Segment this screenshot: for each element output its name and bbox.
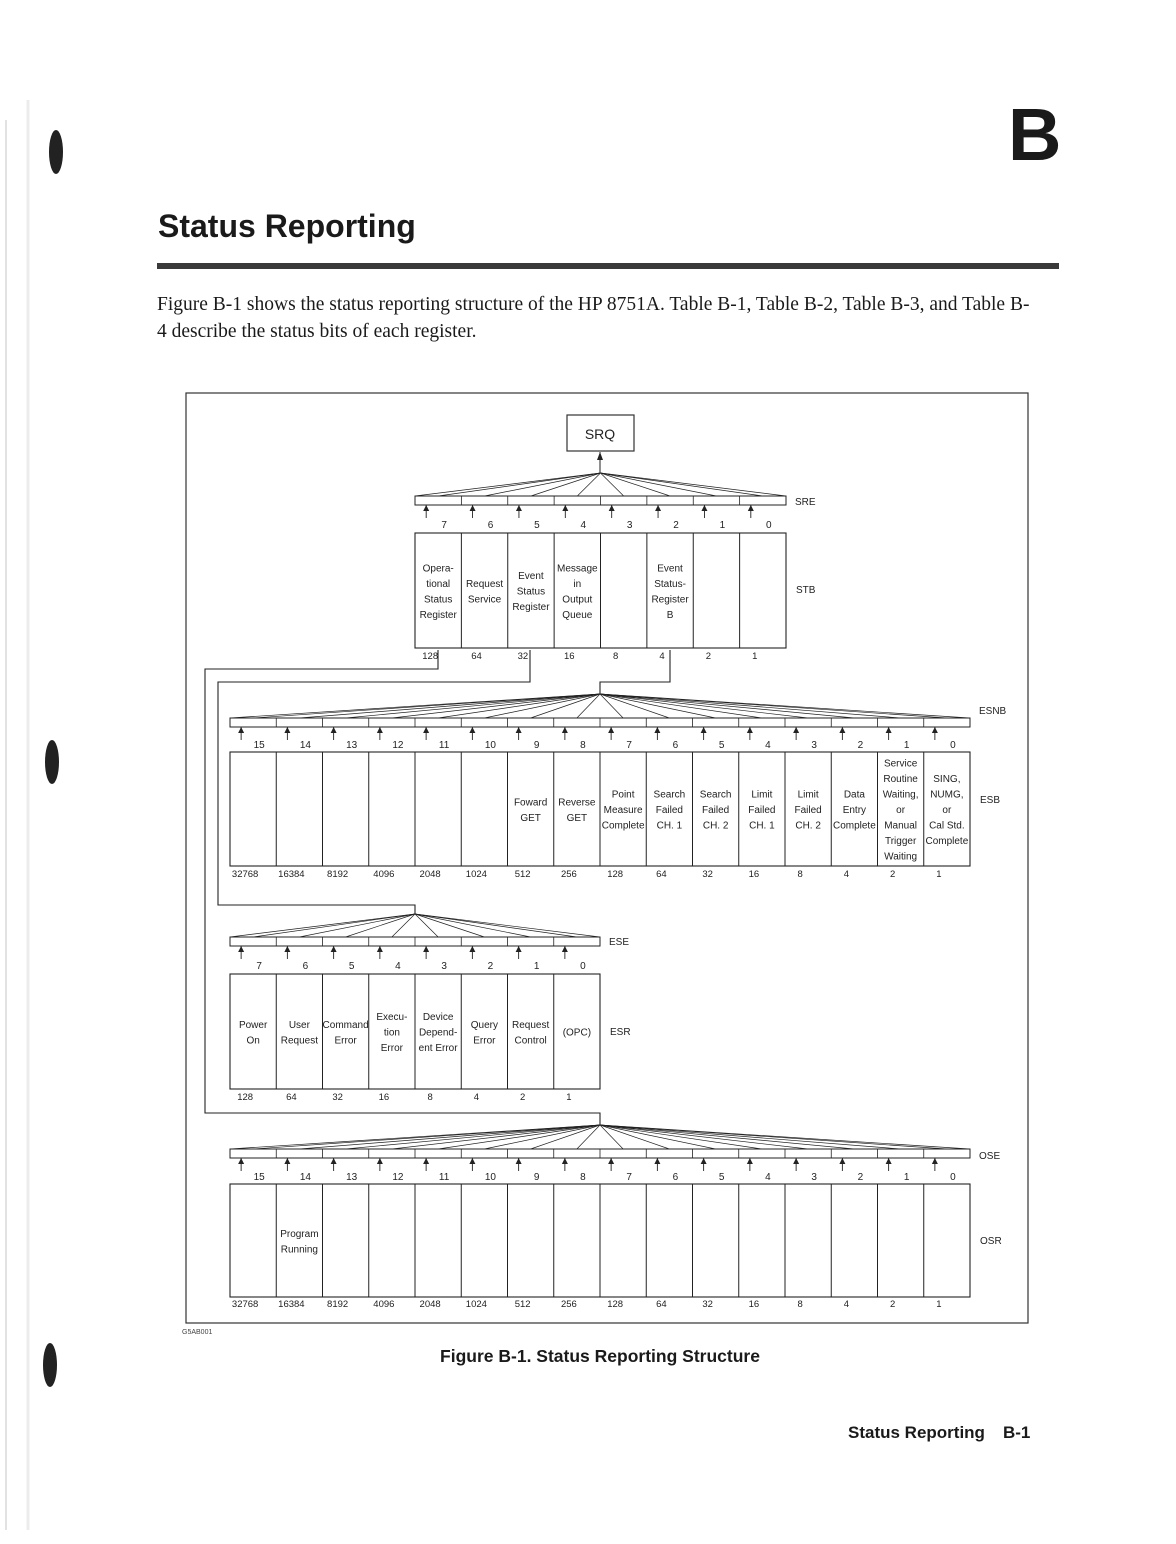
esr-fan-line	[415, 914, 438, 937]
stb-bit-number: 3	[626, 520, 633, 531]
osr-bit-number: 0	[950, 1172, 956, 1183]
stb-bit-weight: 32	[517, 651, 529, 662]
esb-arrow-head	[839, 727, 845, 733]
esb-arrow-head	[423, 727, 429, 733]
esb-cell-text: Waiting,	[882, 789, 919, 801]
esb-arrow-head	[886, 727, 892, 733]
stb-enable-label: SRE	[795, 497, 816, 508]
osr-fan-line	[577, 1125, 600, 1149]
stb-bit-number: 6	[487, 520, 494, 531]
esr-bit-weight: 64	[286, 1092, 297, 1103]
esb-register-name: ESB	[980, 795, 1001, 806]
esr-cell-text: ent Error	[418, 1043, 458, 1054]
esb-cell-text: Measure	[603, 805, 643, 816]
esb-fan-line	[600, 694, 901, 718]
esr-bit-weight: 32	[332, 1092, 343, 1103]
osr-bit-number: 9	[533, 1172, 540, 1183]
esr-fan-edge	[415, 914, 600, 937]
esb-cell-text: Cal Std.	[929, 820, 965, 832]
esb-fan-line	[577, 694, 600, 718]
esb-cell-text: Failed	[794, 805, 822, 816]
esb-cell-text: Failed	[702, 805, 730, 816]
stb-fan-edge	[415, 473, 601, 496]
esb-cell-text: GET	[520, 812, 541, 824]
esr-cell-text: Power	[238, 1019, 268, 1031]
esb-cell-text: Point	[611, 789, 635, 801]
status-reporting-figure	[180, 390, 1030, 1340]
esb-bit-weight: 4096	[373, 869, 395, 880]
osr-fan-line	[600, 1125, 762, 1149]
osr-bit-weight: 32	[702, 1299, 713, 1310]
osr-arrow-head	[423, 1158, 429, 1164]
osr-bit-number: 11	[438, 1172, 450, 1183]
osr-bit-weight: 128	[607, 1299, 624, 1310]
esr-bit-number: 3	[441, 961, 447, 972]
esr-cell-text: Request	[280, 1035, 318, 1047]
esb-fan-line	[438, 694, 600, 718]
osr-arrow-head	[516, 1158, 522, 1164]
intro-paragraph: Figure B-1 shows the status reporting structure of the HP 8751A. Table B-1, Table B-2, Table B-3, and Table B-4 describe the status bits of each register.	[157, 294, 1030, 342]
osr-arrow-head	[331, 1158, 337, 1164]
esb-bit-number: 6	[672, 740, 679, 751]
esr-bit-weight: 4	[473, 1092, 480, 1103]
stb-cell-text: Service	[467, 594, 502, 606]
esr-arrow-head	[377, 946, 383, 952]
osr-fan-line	[600, 1125, 901, 1149]
esr-cell-text: Request	[512, 1019, 550, 1031]
osr-register-name: OSR	[980, 1236, 1002, 1247]
binding-holes	[0, 0, 70, 1544]
esb-bit-weight: 8192	[327, 869, 349, 880]
stb-cell-text: Status	[424, 594, 453, 606]
esr-cell-text: Depend-	[418, 1027, 458, 1039]
osr-arrow-head	[608, 1158, 614, 1164]
figure-code: G5AB001	[182, 1329, 213, 1336]
esb-bit-weight: 1024	[465, 869, 487, 880]
stb-cell-text: Queue	[562, 609, 593, 621]
stb-register-name: STB	[796, 585, 816, 596]
esb-arrow-head	[331, 727, 337, 733]
esb-bit-weight: 256	[560, 869, 577, 880]
esb-bit-number: 1	[903, 740, 910, 751]
page-title: Status Reporting	[158, 208, 416, 244]
esr-bit-weight: 1	[566, 1092, 572, 1103]
stb-fan-edge	[601, 473, 787, 496]
stb-bit-weight: 64	[471, 651, 482, 662]
esr-cell-text: Execu-	[376, 1012, 408, 1023]
esr-fan-line	[253, 914, 415, 937]
esr-arrow-head	[331, 946, 337, 952]
esb-bit-weight: 2	[889, 869, 896, 880]
esb-arrow-head	[562, 727, 568, 733]
esb-arrow-head	[747, 727, 753, 733]
esr-register-name: ESR	[610, 1027, 631, 1038]
esb-cell-text: Failed	[655, 805, 683, 816]
osr-fan-line	[600, 1125, 623, 1149]
osr-bit-weight: 64	[656, 1299, 667, 1310]
osr-arrow-head	[469, 1158, 475, 1164]
stb-cell-text: tional	[426, 578, 451, 590]
osr-bit-number: 13	[346, 1172, 358, 1183]
esb-cell-text: Waiting	[884, 851, 918, 863]
esb-cell-text: Search	[653, 789, 686, 801]
osr-bit-weight: 16384	[278, 1299, 305, 1310]
esr-fan-line	[392, 914, 415, 937]
stb-arrow-head	[470, 505, 476, 511]
esb-bit-number: 14	[299, 740, 311, 751]
stb-fan-line	[601, 473, 763, 496]
esr-bit-number: 1	[533, 961, 540, 972]
title-rule	[157, 263, 1059, 269]
stb-fan-line	[601, 473, 624, 496]
stb-cell-text: in	[573, 578, 582, 590]
osr-bit-weight: 512	[514, 1299, 531, 1310]
esr-bit-weight: 2	[519, 1092, 526, 1103]
esb-bit-weight: 128	[607, 869, 624, 880]
esb-arrow-head	[793, 727, 799, 733]
esb-cell-text: SING,	[933, 774, 961, 785]
esb-cell-text: or	[942, 805, 952, 816]
esr-bit-number: 5	[348, 961, 355, 972]
stb-cell-text: Register	[651, 594, 689, 606]
srq-box	[567, 415, 634, 451]
esb-cell-text: Failed	[748, 805, 776, 816]
osr-arrow-head	[238, 1158, 244, 1164]
osr-enable-label: OSE	[979, 1151, 1001, 1162]
esb-bit-number: 15	[253, 740, 265, 751]
esb-cell-text: Complete	[832, 820, 876, 832]
footer-section: Status Reporting	[848, 1423, 985, 1442]
esb-arrow-head	[284, 727, 290, 733]
esb-cell-text: Search	[699, 789, 732, 801]
esb-bit-weight: 512	[514, 869, 531, 880]
esr-cell-text: Error	[473, 1035, 496, 1047]
esb-bit-number: 11	[438, 740, 450, 751]
esr-cell-text: tion	[383, 1027, 400, 1039]
osr-bit-weight: 4	[843, 1299, 850, 1310]
esb-bit-number: 8	[580, 740, 586, 751]
stb-cell-text: Request	[465, 578, 504, 590]
stb-bit-number: 2	[673, 520, 679, 531]
stb-cell-text: Register	[419, 609, 457, 621]
esb-cell-text: Foward	[513, 797, 548, 809]
osr-arrow-head	[793, 1158, 799, 1164]
esr-fan-line	[415, 914, 577, 937]
osr-arrow-head	[284, 1158, 290, 1164]
esr-arrow-head	[238, 946, 244, 952]
stb-cell-text: Register	[512, 602, 550, 613]
esb-arrow-head	[238, 727, 244, 733]
esr-bit-weight: 16	[378, 1092, 390, 1103]
esb-arrow-head	[701, 727, 707, 733]
srq-label: SRQ	[584, 426, 616, 442]
esb-arrow-head	[654, 727, 660, 733]
stb-arrow-head	[609, 505, 615, 511]
osr-bit-number: 7	[626, 1172, 632, 1183]
esr-fan-line	[415, 914, 531, 937]
esr-cell-text: Error	[334, 1035, 357, 1047]
osr-bit-weight: 32768	[231, 1299, 259, 1310]
esb-cell-text: Manual	[884, 820, 918, 832]
stb-bit-weight: 4	[659, 651, 665, 662]
stb-bit-number: 1	[719, 520, 726, 531]
osr-bit-weight: 2	[889, 1299, 896, 1310]
osr-bit-weight: 1	[936, 1299, 942, 1310]
osr-arrow-head	[839, 1158, 845, 1164]
esb-cell-text: Complete	[925, 836, 969, 847]
esb-enable-label: ESNB	[979, 706, 1007, 717]
esr-bit-weight: 128	[237, 1092, 254, 1103]
osr-cell-text: Running	[280, 1244, 319, 1256]
stb-cell-text: Opera-	[422, 563, 454, 575]
osr-fan-line	[600, 1125, 854, 1149]
esb-fan-line	[600, 694, 762, 718]
esb-bit-weight: 64	[656, 869, 667, 880]
esb-fan-line	[346, 694, 600, 718]
stb-arrow-head	[748, 505, 754, 511]
osr-bit-number: 15	[253, 1172, 265, 1183]
esr-bit-weight: 8	[427, 1092, 433, 1103]
osr-bit-number: 4	[765, 1172, 771, 1183]
osr-bit-weight: 1024	[465, 1299, 487, 1310]
footer-page-number: B-1	[1002, 1423, 1031, 1442]
osr-cell-text: Program	[280, 1228, 319, 1240]
esb-bit-weight: 4	[843, 869, 850, 880]
esr-cell-text: User	[288, 1019, 310, 1031]
osr-bit-number: 10	[484, 1172, 496, 1183]
esb-bit-number: 7	[626, 740, 632, 751]
stb-cell-text: Output	[562, 594, 593, 606]
page-footer	[848, 1423, 1030, 1443]
stb-fan-line	[577, 473, 600, 496]
osr-arrow-head	[654, 1158, 660, 1164]
stb-arrow-head	[655, 505, 661, 511]
esb-cell-text: Routine	[883, 774, 918, 785]
esb-cell-text: CH. 2	[702, 820, 729, 832]
esr-arrow-head	[284, 946, 290, 952]
esr-cell-text: Command	[322, 1019, 369, 1031]
esb-bit-number: 0	[950, 740, 956, 751]
esr-cell-text: On	[246, 1035, 260, 1047]
esb-fan-line	[600, 694, 854, 718]
esb-bit-weight: 16	[748, 869, 760, 880]
esb-arrow-head	[377, 727, 383, 733]
osr-bit-number: 12	[392, 1172, 404, 1183]
stb-bit-number: 4	[580, 520, 587, 531]
esr-cell-text: Control	[514, 1035, 547, 1047]
esb-cell-text: NUMG,	[930, 789, 964, 801]
esb-fan-line	[299, 694, 600, 718]
esb-bit-number: 9	[533, 740, 540, 751]
esr-cell-text: (OPC)	[562, 1027, 592, 1039]
osr-bit-number: 1	[903, 1172, 910, 1183]
stb-arrow-head	[516, 505, 522, 511]
stb-arrow-head	[423, 505, 429, 511]
esb-cell-text: Trigger	[884, 836, 917, 847]
esb-cell-text: Limit	[797, 789, 819, 801]
esb-cell-text: Complete	[601, 820, 645, 832]
esb-fan-edge	[230, 694, 600, 718]
osr-arrow-head	[562, 1158, 568, 1164]
esb-bit-weight: 16384	[278, 869, 305, 880]
osr-bit-weight: 16	[748, 1299, 760, 1310]
esb-arrow-head	[608, 727, 614, 733]
osr-bit-number: 14	[299, 1172, 311, 1183]
esr-arrow-head	[562, 946, 568, 952]
esr-cell-text: Query	[470, 1019, 498, 1031]
osr-arrow-head	[747, 1158, 753, 1164]
esb-cell-text: CH. 2	[795, 820, 821, 832]
stb-cell-text: Event	[657, 563, 683, 575]
osr-bit-number: 8	[580, 1172, 586, 1183]
stb-bit-weight: 1	[752, 651, 758, 662]
stb-cell-text: Message	[557, 563, 598, 575]
stb-bit-weight: 16	[564, 651, 575, 662]
osr-fan-edge	[600, 1125, 970, 1149]
osr-fan-line	[299, 1125, 600, 1149]
esr-arrow-head	[423, 946, 429, 952]
esr-cell-text: Error	[380, 1043, 403, 1054]
stb-bit-number: 5	[534, 520, 540, 531]
esb-cell-text: or	[896, 805, 906, 816]
chapter-letter: B	[1008, 93, 1062, 176]
esb-cell-text: Limit	[751, 789, 773, 801]
esr-bit-number: 7	[256, 961, 262, 972]
esr-arrow-head	[516, 946, 522, 952]
osr-bit-weight: 2048	[419, 1299, 441, 1310]
esb-bit-weight: 2048	[419, 869, 441, 880]
osr-register	[230, 1125, 1002, 1310]
osr-arrow-head	[377, 1158, 383, 1164]
stb-register	[415, 473, 816, 662]
esb-bit-weight: 32	[702, 869, 713, 880]
esb-fan-edge	[600, 694, 970, 718]
esb-bit-weight: 32768	[231, 869, 259, 880]
stb-bit-number: 0	[766, 520, 772, 531]
stb-bit-number: 7	[441, 520, 447, 531]
osr-bit-weight: 8	[797, 1299, 803, 1310]
esb-bit-number: 4	[765, 740, 771, 751]
esb-register	[230, 694, 1007, 880]
esb-arrow-head	[469, 727, 475, 733]
stb-cell-text: Status	[516, 586, 546, 598]
osr-bit-number: 6	[672, 1172, 679, 1183]
esb-bit-number: 5	[718, 740, 725, 751]
osr-fan-edge	[230, 1125, 600, 1149]
esr-bit-number: 4	[395, 961, 401, 972]
esb-cell-text: Service	[883, 758, 918, 770]
stb-cell-text: Status-	[654, 578, 686, 590]
stb-fan-line	[601, 473, 717, 496]
stb-bit-weight: 2	[705, 651, 712, 662]
osr-bit-weight: 256	[560, 1299, 577, 1310]
stb-fan-line	[438, 473, 600, 496]
esr-bit-number: 0	[580, 961, 586, 972]
esb-cell-text: Entry	[842, 805, 867, 816]
esb-bit-weight: 1	[936, 869, 942, 880]
esb-bit-number: 12	[392, 740, 404, 751]
osr-bit-number: 3	[811, 1172, 817, 1183]
osr-bit-number: 2	[857, 1172, 864, 1183]
esr-arrow-head	[469, 946, 475, 952]
esb-bit-number: 13	[346, 740, 358, 751]
esb-cell-text: Data	[843, 789, 865, 801]
esr-fan-line	[299, 914, 415, 937]
osr-arrow-head	[932, 1158, 938, 1164]
esb-cell-text: Reverse	[558, 797, 596, 809]
stb-bit-weight: 128	[422, 651, 439, 662]
esb-cell-text: CH. 1	[749, 820, 775, 832]
osr-arrow-head	[886, 1158, 892, 1164]
figure-caption: Figure B-1. Status Reporting Structure	[440, 1346, 760, 1366]
stb-cell-text: B	[666, 609, 674, 621]
osr-bit-weight: 4096	[373, 1299, 395, 1310]
esb-bit-number: 2	[857, 740, 864, 751]
stb-cell-text: Event	[518, 571, 544, 582]
esr-fan-edge	[230, 914, 415, 937]
esr-bit-number: 6	[302, 961, 309, 972]
esr-enable-label: ESE	[609, 937, 630, 948]
esb-cell-text: GET	[566, 812, 588, 824]
osr-arrow-head	[701, 1158, 707, 1164]
esr-cell-text: Device	[422, 1012, 454, 1023]
esb-arrow-head	[932, 727, 938, 733]
esb-fan-line	[600, 694, 623, 718]
esr-bit-number: 2	[487, 961, 494, 972]
esb-bit-number: 10	[484, 740, 496, 751]
esb-cell-text: CH. 1	[656, 820, 683, 832]
srq-arrow-head	[597, 452, 603, 460]
esb-bit-weight: 8	[797, 869, 803, 880]
osr-bit-weight: 8192	[327, 1299, 349, 1310]
stb-arrow-head	[701, 505, 707, 511]
esb-arrow-head	[516, 727, 522, 733]
osr-fan-line	[346, 1125, 600, 1149]
esr-register	[230, 914, 631, 1103]
stb-fan-line	[485, 473, 601, 496]
stb-bit-weight: 8	[613, 651, 619, 662]
osr-fan-line	[438, 1125, 600, 1149]
stb-arrow-head	[562, 505, 568, 511]
osr-bit-number: 5	[718, 1172, 725, 1183]
esb-bit-number: 3	[811, 740, 817, 751]
